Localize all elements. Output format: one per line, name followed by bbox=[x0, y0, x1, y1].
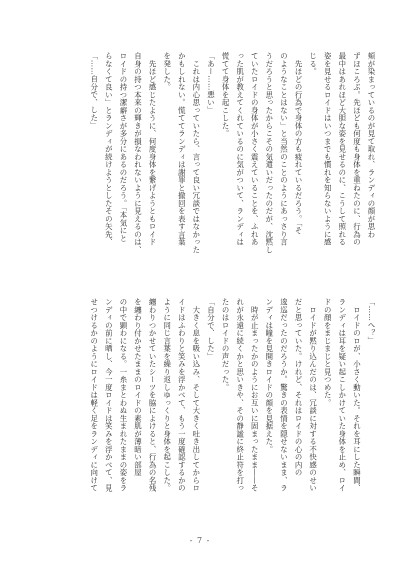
text-line: 逡巡だったのだろうか。驚きの表情を隠せないまま、ラ bbox=[279, 298, 289, 492]
text-line: った肌が教えてくれているのに気がついて、ランディは bbox=[235, 52, 245, 246]
text-line: のようなことはない」と当然のことのようにあっさり言 bbox=[279, 52, 289, 246]
text-line: 姿を見せるロイドはいつまでも慣れを知らないように感 bbox=[323, 52, 333, 246]
text-line: 慌てて身体を起こした。 bbox=[221, 52, 231, 138]
text-line: ロイドのロが、小さく動いた。それを耳にした瞬間、 bbox=[352, 298, 362, 492]
text-line: を纏わり付かせたままのロイドの素肌が薄暗い部屋 bbox=[133, 298, 143, 477]
text-line: ンディの前に晒し、今一度ロイドは笑みを浮かべて、見 bbox=[104, 298, 114, 492]
text-line: 最中はあれほど大胆な姿を見せるのに、こうして照れる bbox=[337, 52, 347, 246]
text-line: 「自分で、した」 bbox=[206, 298, 216, 360]
text-line: を発した。 bbox=[162, 52, 172, 91]
text-line: うだろうと思ったからこその気遣いだったのだが、沈黙し bbox=[264, 52, 274, 254]
text-line: 頬が染まっているのが見て取れ、ランディの顔が思わ bbox=[367, 52, 376, 238]
text-line: らなくて良い」とランディが続けようとしたその矢先、 bbox=[104, 52, 114, 246]
text-line: れが永遠に続くかと思いきや、その静謐に終止符を打っ bbox=[235, 298, 245, 492]
text-line: じる。 bbox=[308, 52, 318, 76]
text-line: これは内心思っていたら、言って良い冗談ではなかった bbox=[191, 52, 201, 254]
text-block-bottom bbox=[28, 298, 378, 526]
text-line: せつけるかのようにロイドは軽く足をランディに向けて bbox=[89, 298, 99, 492]
text-line: 先ほどの行為で身体の方も疲れているだろう。「そ bbox=[294, 52, 304, 235]
text-line: ドの顔をまじまじと見つめた。 bbox=[323, 298, 333, 407]
text-line: イドはふわりと笑みを浮かべて、もう一度確認するかの bbox=[177, 298, 187, 492]
text-line: 「あー……悪い」 bbox=[206, 52, 216, 114]
text-line: たのはロイドの声だった。 bbox=[221, 298, 231, 391]
text-line: ロイドの持つ潔癖さが多分にあるのだろう。「本気にと bbox=[118, 52, 128, 243]
text-line: 先ほど感じたように、何度身体を繋げようともロイド bbox=[148, 52, 158, 246]
text-line: ロイドが黙り込んだのは、冗談に対する不快感のせい bbox=[308, 298, 318, 492]
text-line: かもしれない。慌ててランディは謝罪と撤回を表す言葉 bbox=[177, 52, 187, 246]
text-line: 自身の持つ本来の輝きが損なわれないように見えるのは、 bbox=[133, 52, 143, 254]
text-line: 「……自分で、した」 bbox=[89, 52, 99, 130]
page-number: - 7 - bbox=[189, 536, 211, 545]
text-line: ンディは瞳を見開きロイドの顔を見据えた。 bbox=[264, 298, 274, 453]
text-line: 大きく息を吸い込み、そして大きく吐き出してからロ bbox=[191, 298, 201, 492]
text-line: ずほころぶ。先ほども何度も身体を重ねたのに、行為の bbox=[352, 52, 362, 246]
text-line: ランディは耳を疑い起こしかけていた身体を止め、ロイ bbox=[337, 298, 347, 492]
text-line: 纏わりつかせていたシーツを脇によけると、行為の名残 bbox=[148, 298, 158, 492]
text-line: の中で顕わになる。一糸まとわぬ生まれたままの姿をラ bbox=[118, 298, 128, 492]
text-line: ように同じ言葉を繰り返しゆっくりと身体を起こした。 bbox=[162, 298, 172, 492]
text-line: だと思っていた。けれど、それはロイドの心の内の bbox=[294, 298, 304, 477]
text-block-top bbox=[28, 52, 378, 280]
text-line: 「……へ？」 bbox=[367, 298, 376, 345]
text-line: ていたロイドの身体が小さく震えていることを、ふれあ bbox=[250, 52, 260, 246]
text-line: 時が止まったかのようにお互いに固まったまま――そ bbox=[250, 298, 260, 492]
